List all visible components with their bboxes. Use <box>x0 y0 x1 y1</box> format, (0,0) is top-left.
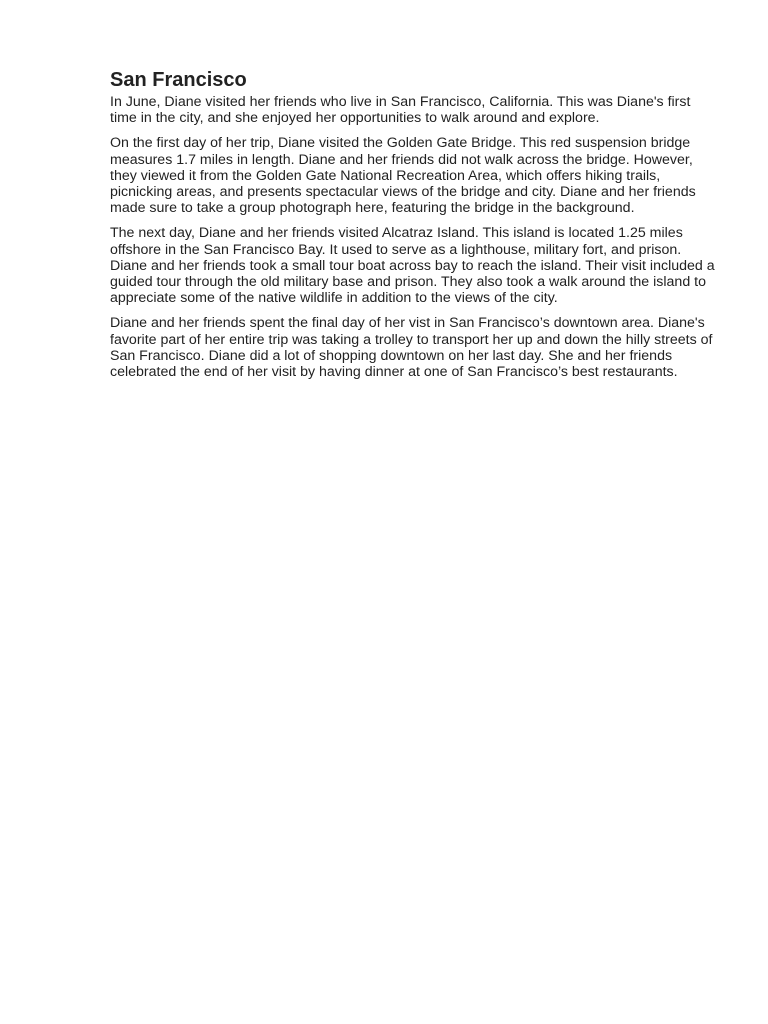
paragraph-alcatraz: The next day, Diane and her friends visited Alcatraz Island. This island is located 1.25 miles offshore in the San Francisco Bay. It used to serve as a lighthouse, military fort, and prison. Diane and her friends took a small tour boat across bay to reach the island. Their visit included a guided tour through the old military base and prison. They also took a walk around the island to appreciate some of the native wildlife in addition to the views of the city. <box>110 225 715 307</box>
paragraph-golden-gate: On the first day of her trip, Diane visited the Golden Gate Bridge. This red suspension bridge measures 1.7 miles in length. Diane and her friends did not walk across the bridge. However, they viewed it from the Golden Gate National Recreation Area, which offers hiking trails, picnicking areas, and presents spectacular views of the bridge and city. Diane and her friends made sure to take a group photograph here, featuring the bridge in the background. <box>110 135 696 217</box>
paragraph-downtown: Diane and her friends spent the final day of her vist in San Francisco’s downtown area. Diane's favorite part of her entire trip was taking a trolley to transport her up and down the hilly streets of San Francisco. Diane did a lot of shopping downtown on her last day. She and her friends celebrated the end of her visit by having dinner at one of San Francisco’s best restaurants. <box>110 315 713 381</box>
page-title: San Francisco <box>110 69 247 91</box>
document-page <box>110 66 716 389</box>
paragraph-intro: In June, Diane visited her friends who live in San Francisco, California. This was Diane's first time in the city, and she enjoyed her opportunities to walk around and explore. <box>110 94 691 127</box>
